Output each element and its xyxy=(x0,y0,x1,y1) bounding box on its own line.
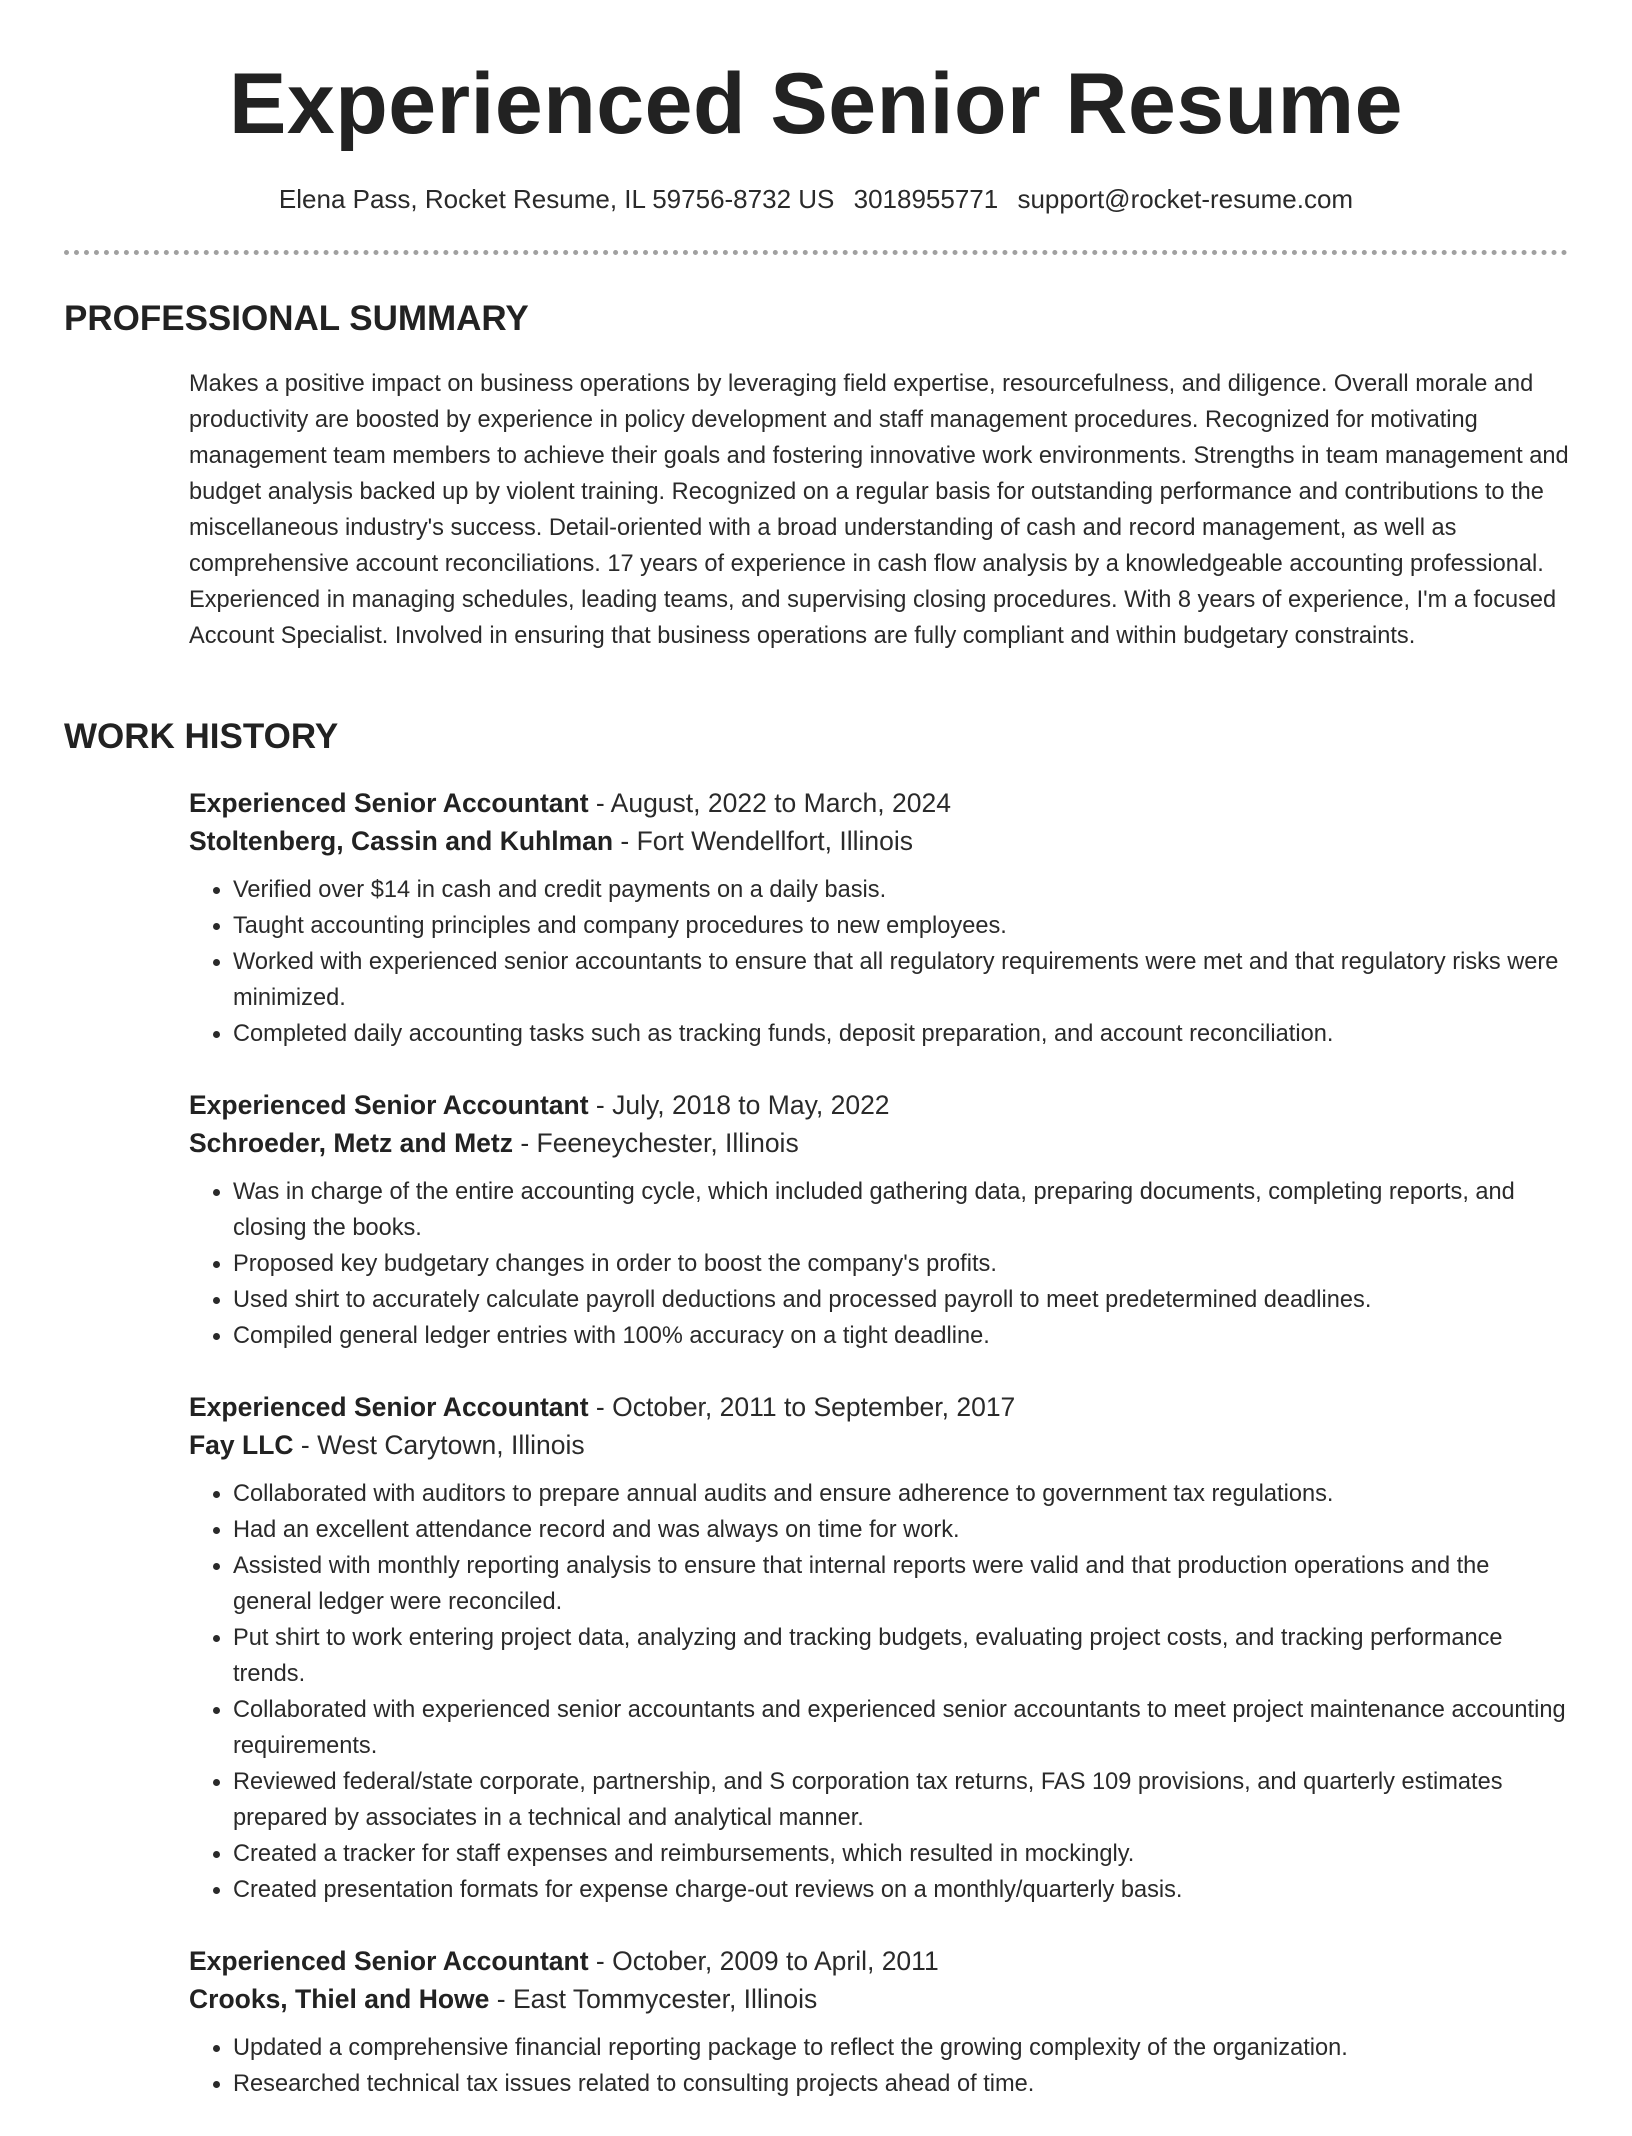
job-bullet: • Worked with experienced senior accountants to ensure that all regulatory requirements were met and that regulatory risks were minimized. xyxy=(233,944,1569,1016)
job-dates: - August, 2022 to March, 2024 xyxy=(588,788,951,818)
resume-title: Experienced Senior Resume xyxy=(229,56,1403,152)
job-bullet: • Compiled general ledger entries with 100% accuracy on a tight deadline. xyxy=(233,1318,1569,1354)
job-company-line xyxy=(189,1980,1569,2018)
job-company-line xyxy=(189,1426,1569,1464)
job-dates: - July, 2018 to May, 2022 xyxy=(588,1090,890,1120)
job-bullets xyxy=(189,1174,1569,1354)
job-location: - West Carytown, Illinois xyxy=(293,1430,585,1460)
job-bullet: • Created a tracker for staff expenses and reimbursements, which resulted in mockingly. xyxy=(233,1836,1569,1872)
contact-email: support@rocket-resume.com xyxy=(1017,184,1354,214)
job-entry xyxy=(189,784,1569,1052)
work-history-heading: WORK HISTORY xyxy=(64,717,339,756)
job-bullet: • Completed daily accounting tasks such as tracking funds, deposit preparation, and account reconciliation. xyxy=(233,1016,1569,1052)
job-bullet: • Verified over $14 in cash and credit payments on a daily basis. xyxy=(233,872,1569,908)
job-location: - East Tommycester, Illinois xyxy=(489,1984,818,2014)
job-entry xyxy=(189,1086,1569,1354)
contact-phone: 3018955771 xyxy=(853,184,999,214)
contact-address: Elena Pass, Rocket Resume, IL 59756-8732 US xyxy=(278,184,835,214)
job-company: Crooks, Thiel and Howe xyxy=(189,1984,490,2014)
job-bullet: • Assisted with monthly reporting analysis to ensure that internal reports were valid and that production operations and the general ledger were reconciled. xyxy=(233,1548,1569,1620)
job-bullet: • Used shirt to accurately calculate payroll deductions and processed payroll to meet predetermined deadlines. xyxy=(233,1282,1569,1318)
job-bullets xyxy=(189,872,1569,1052)
job-location: - Feeneychester, Illinois xyxy=(512,1128,799,1158)
job-title: Experienced Senior Accountant xyxy=(189,1392,589,1422)
job-bullet: • Reviewed federal/state corporate, partnership, and S corporation tax returns, FAS 109 provisions, and quarterly estimates prepared by associates in a technical and analytical manner. xyxy=(233,1764,1569,1836)
job-entry xyxy=(189,1388,1569,1908)
job-title-line xyxy=(189,784,1569,822)
job-title-line xyxy=(189,1086,1569,1124)
job-company: Stoltenberg, Cassin and Kuhlman xyxy=(189,826,614,856)
job-bullets xyxy=(189,1476,1569,1908)
job-company-line xyxy=(189,822,1569,860)
header-divider xyxy=(64,250,1568,255)
job-title: Experienced Senior Accountant xyxy=(189,1946,589,1976)
job-bullet: • Was in charge of the entire accounting cycle, which included gathering data, preparing documents, completing reports, and closing the books. xyxy=(233,1174,1569,1246)
job-location: - Fort Wendellfort, Illinois xyxy=(613,826,913,856)
contact-line xyxy=(0,180,1632,218)
work-history-list xyxy=(189,784,1569,2136)
job-title-line xyxy=(189,1388,1569,1426)
job-company: Schroeder, Metz and Metz xyxy=(189,1128,513,1158)
job-title: Experienced Senior Accountant xyxy=(189,1090,589,1120)
summary-text: Makes a positive impact on business operations by leveraging field expertise, resourcefulness, and diligence. Overall morale and productivity are boosted by experience in policy development and staff management procedures. Recognized for motivating management team members to achieve their goals and fostering innovative work environments. Strengths in team management and budget analysis backed up by violent training. Recognized on a regular basis for outstanding performance and contributions to the miscellaneous industry's success. Detail-oriented with a broad understanding of cash and record management, as well as comprehensive account reconciliations. 17 years of experience in cash flow analysis by a knowledgeable accounting professional. Experienced in managing schedules, leading teams, and supervising closing procedures. With 8 years of experience, I'm a focused Account Specialist. Involved in ensuring that business operations are fully compliant and within budgetary constraints. xyxy=(189,371,1569,649)
job-bullets xyxy=(189,2030,1569,2102)
job-bullet: • Proposed key budgetary changes in order to boost the company's profits. xyxy=(233,1246,1569,1282)
job-title-line xyxy=(189,1942,1569,1980)
job-title: Experienced Senior Accountant xyxy=(189,788,589,818)
job-company-line xyxy=(189,1124,1569,1162)
job-bullet: • Researched technical tax issues related to consulting projects ahead of time. xyxy=(233,2066,1569,2102)
job-bullet: • Created presentation formats for expense charge-out reviews on a monthly/quarterly basis. xyxy=(233,1872,1569,1908)
job-bullet: • Put shirt to work entering project data, analyzing and tracking budgets, evaluating project costs, and tracking performance trends. xyxy=(233,1620,1569,1692)
job-bullet: • Collaborated with experienced senior accountants and experienced senior accountants to meet project maintenance accounting requirements. xyxy=(233,1692,1569,1764)
job-company: Fay LLC xyxy=(189,1430,294,1460)
job-dates: - October, 2009 to April, 2011 xyxy=(588,1946,939,1976)
job-bullet: • Taught accounting principles and company procedures to new employees. xyxy=(233,908,1569,944)
job-bullet: • Updated a comprehensive financial reporting package to reflect the growing complexity of the organization. xyxy=(233,2030,1569,2066)
summary-heading: PROFESSIONAL SUMMARY xyxy=(64,299,529,338)
job-entry xyxy=(189,1942,1569,2102)
job-bullet: • Had an excellent attendance record and was always on time for work. xyxy=(233,1512,1569,1548)
job-dates: - October, 2011 to September, 2017 xyxy=(588,1392,1016,1422)
job-bullet: • Collaborated with auditors to prepare annual audits and ensure adherence to government tax regulations. xyxy=(233,1476,1569,1512)
